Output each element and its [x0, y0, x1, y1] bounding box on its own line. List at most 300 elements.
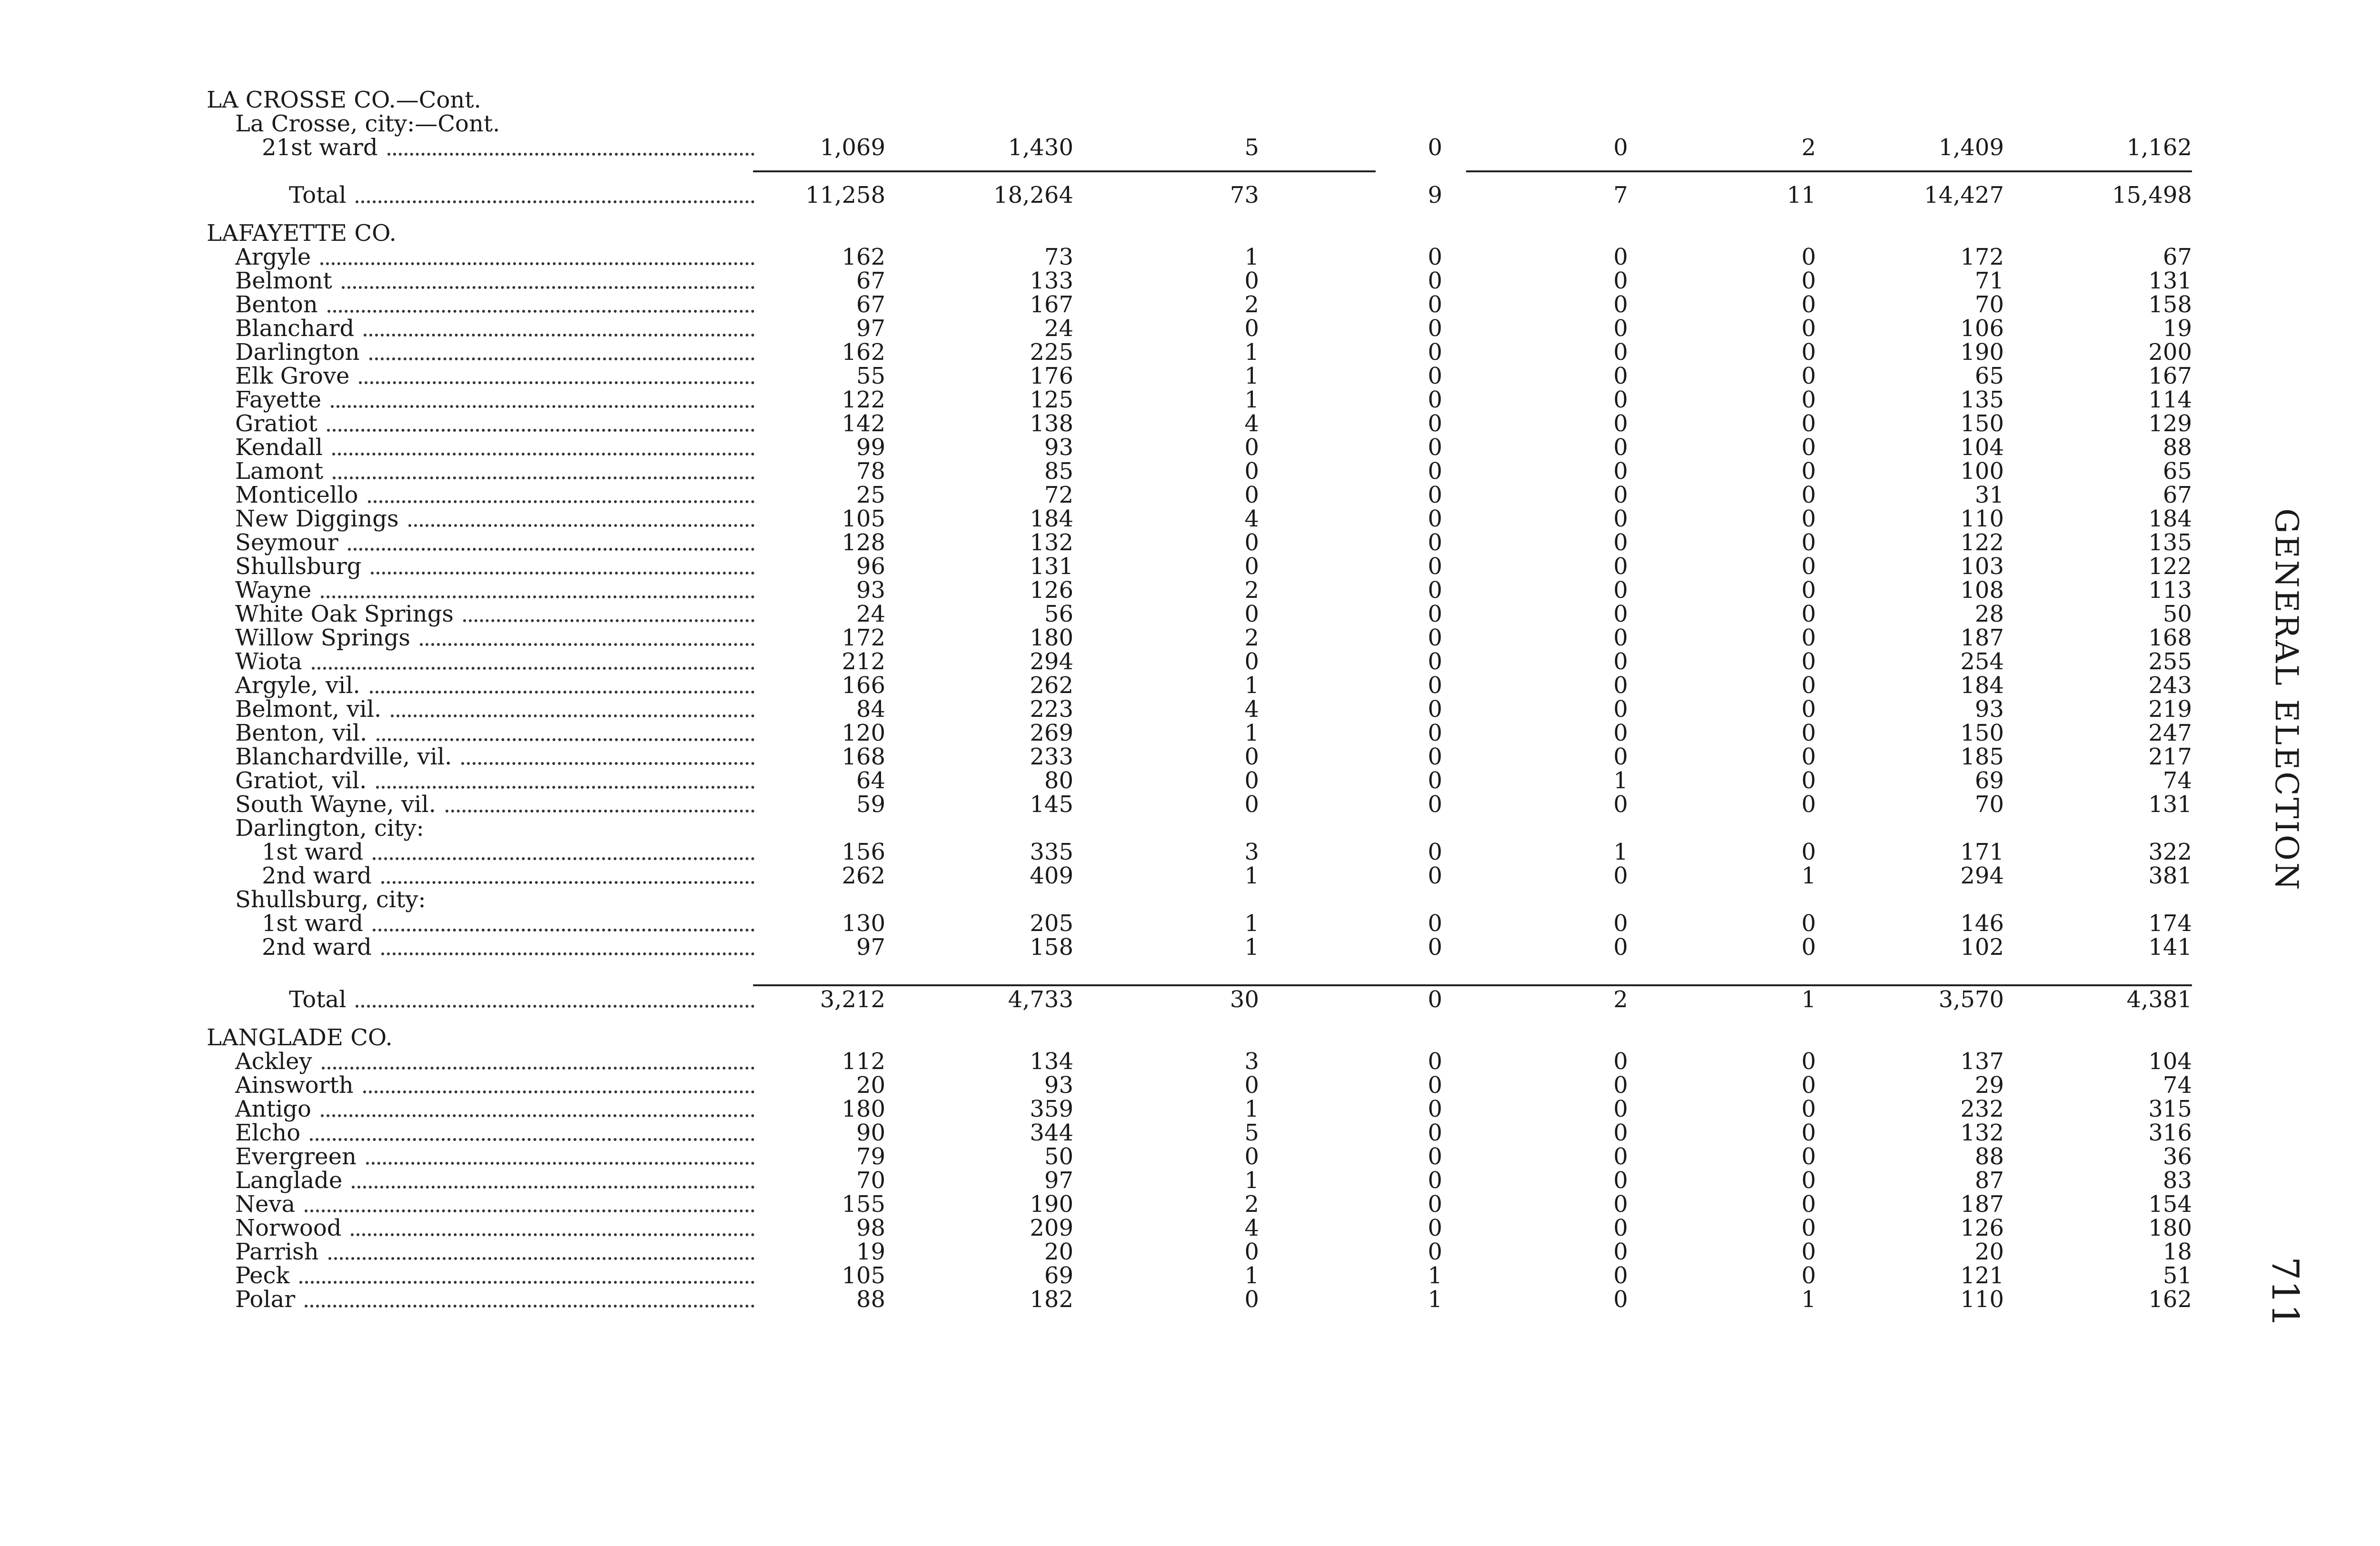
row-label-evergreen: Evergreen: [235, 1143, 357, 1170]
cell-col-8: 74: [2162, 1072, 2192, 1099]
cell-col-5: 0: [1613, 720, 1628, 746]
table-row: [0, 1050, 2380, 1073]
cell-col-6: 0: [1801, 458, 1816, 485]
cell-col-2: 176: [1030, 363, 1073, 389]
cell-col-5: 0: [1613, 862, 1628, 889]
cell-col-2: 73: [1044, 244, 1073, 270]
cell-col-2: 93: [1044, 434, 1073, 461]
row-label-parrish: Parrish: [235, 1239, 319, 1265]
cell-col-4: 0: [1428, 767, 1442, 794]
cell-col-5: 0: [1613, 529, 1628, 556]
cell-col-5: 0: [1613, 672, 1628, 699]
cell-col-2: 20: [1044, 1239, 1073, 1265]
cell-col-4: 0: [1428, 1096, 1442, 1122]
cell-col-4: 1: [1428, 1286, 1442, 1313]
cell-col-4: 0: [1428, 363, 1442, 389]
cell-col-2: 344: [1030, 1120, 1073, 1146]
row-label-elcho: Elcho: [235, 1120, 301, 1146]
table-row: [0, 602, 2380, 626]
cell-col-5: 0: [1613, 1096, 1628, 1122]
dot-leader: [310, 1138, 754, 1141]
cell-col-8: 162: [2148, 1286, 2192, 1313]
cell-col-2: 18,264: [993, 182, 1073, 208]
table-row: [0, 745, 2380, 769]
row-label-argyle-vil: Argyle, vil.: [235, 672, 360, 699]
cell-col-3: 1: [1244, 339, 1259, 366]
cell-col-5: 0: [1613, 934, 1628, 961]
cell-col-4: 0: [1428, 1191, 1442, 1218]
cell-col-6: 0: [1801, 553, 1816, 580]
cell-col-3: 3: [1244, 1048, 1259, 1075]
cell-col-2: 56: [1044, 601, 1073, 627]
dot-leader: [446, 810, 754, 813]
cell-col-7: 3,570: [1938, 986, 2004, 1013]
cell-col-3: 4: [1244, 696, 1259, 723]
cell-col-3: 5: [1244, 134, 1259, 161]
cell-col-1: 120: [842, 720, 885, 746]
cell-col-4: 9: [1428, 182, 1442, 208]
cell-col-2: 1,430: [1008, 134, 1073, 161]
table-row: [0, 1121, 2380, 1145]
cell-col-5: 0: [1613, 291, 1628, 318]
cell-col-1: 96: [856, 553, 885, 580]
row-label-kendall: Kendall: [235, 434, 323, 461]
cell-col-2: 134: [1030, 1048, 1073, 1075]
dot-leader: [333, 476, 754, 479]
cell-col-5: 0: [1613, 363, 1628, 389]
row-label-gratiot: Gratiot: [235, 410, 317, 437]
cell-col-8: 315: [2148, 1096, 2192, 1122]
cell-col-2: 167: [1030, 291, 1073, 318]
cell-col-8: 158: [2148, 291, 2192, 318]
dot-leader: [373, 929, 754, 932]
cell-col-2: 158: [1030, 934, 1073, 961]
dot-leader: [328, 1257, 754, 1260]
cell-col-3: 4: [1244, 410, 1259, 437]
cell-col-7: 121: [1960, 1262, 2004, 1289]
cell-col-4: 0: [1428, 553, 1442, 580]
cell-col-6: 0: [1801, 244, 1816, 270]
cell-col-2: 69: [1044, 1262, 1073, 1289]
cell-col-7: 254: [1960, 648, 2004, 675]
row-label-elk-grove: Elk Grove: [235, 363, 350, 389]
dot-leader: [366, 1162, 754, 1165]
cell-col-7: 70: [1974, 291, 2004, 318]
row-label-peck: Peck: [235, 1262, 290, 1289]
cell-col-6: 0: [1801, 767, 1816, 794]
cell-col-1: 180: [842, 1096, 885, 1122]
cell-col-5: 0: [1613, 648, 1628, 675]
row-label-2nd-ward: 2nd ward: [262, 934, 372, 961]
cell-col-3: 0: [1244, 268, 1259, 294]
cell-col-5: 0: [1613, 505, 1628, 532]
cell-col-4: 0: [1428, 505, 1442, 532]
cell-col-1: 172: [842, 624, 885, 651]
table-row: [0, 245, 2380, 269]
cell-col-2: 24: [1044, 315, 1073, 342]
cell-col-8: 19: [2162, 315, 2192, 342]
cell-col-7: 71: [1974, 268, 2004, 294]
cell-col-2: 269: [1030, 720, 1073, 746]
dot-leader: [370, 691, 754, 694]
cell-col-3: 4: [1244, 505, 1259, 532]
table-row: [0, 317, 2380, 340]
cell-col-5: 0: [1613, 624, 1628, 651]
cell-col-7: 31: [1974, 482, 2004, 508]
dot-leader: [321, 595, 754, 598]
cell-col-4: 0: [1428, 1120, 1442, 1146]
cell-col-5: 0: [1613, 1072, 1628, 1099]
cell-col-5: 0: [1613, 134, 1628, 161]
cell-col-3: 1: [1244, 1096, 1259, 1122]
cell-col-4: 0: [1428, 934, 1442, 961]
cell-col-8: 243: [2148, 672, 2192, 699]
cell-col-4: 0: [1428, 696, 1442, 723]
row-label-benton-vil: Benton, vil.: [235, 720, 367, 746]
cell-col-1: 99: [856, 434, 885, 461]
dot-leader: [387, 153, 754, 156]
table-row: [0, 459, 2380, 483]
cell-col-1: 155: [842, 1191, 885, 1218]
table-row: [0, 1026, 2380, 1050]
table-row: [0, 1073, 2380, 1097]
cell-col-7: 232: [1960, 1096, 2004, 1122]
cell-col-7: 150: [1960, 720, 2004, 746]
row-label-monticello: Monticello: [235, 482, 358, 508]
cell-col-2: 294: [1030, 648, 1073, 675]
cell-col-2: 180: [1030, 624, 1073, 651]
dot-leader: [322, 1067, 754, 1070]
cell-col-3: 0: [1244, 553, 1259, 580]
cell-col-6: 0: [1801, 1143, 1816, 1170]
cell-col-5: 0: [1613, 434, 1628, 461]
dot-leader: [463, 619, 754, 622]
cell-col-6: 1: [1801, 1286, 1816, 1313]
cell-col-3: 30: [1230, 986, 1259, 1013]
table-row: [0, 864, 2380, 888]
cell-col-1: 25: [856, 482, 885, 508]
cell-col-6: 0: [1801, 410, 1816, 437]
cell-col-1: 67: [856, 268, 885, 294]
cell-col-3: 5: [1244, 1120, 1259, 1146]
cell-col-2: 80: [1044, 767, 1073, 794]
cell-col-2: 93: [1044, 1072, 1073, 1099]
table-row: [0, 412, 2380, 436]
cell-col-8: 129: [2148, 410, 2192, 437]
cell-col-8: 167: [2148, 363, 2192, 389]
dot-leader: [377, 738, 754, 741]
table-row: [0, 88, 2380, 112]
table-row: [0, 388, 2380, 412]
cell-col-2: 182: [1030, 1286, 1073, 1313]
cell-col-3: 0: [1244, 458, 1259, 485]
cell-col-6: 0: [1801, 339, 1816, 366]
row-label-antigo: Antigo: [235, 1096, 311, 1122]
cell-col-1: 97: [856, 934, 885, 961]
table-row: [0, 112, 2380, 136]
cell-col-6: 0: [1801, 791, 1816, 818]
cell-col-1: 64: [856, 767, 885, 794]
row-label-1st-ward: 1st ward: [262, 839, 364, 865]
cell-col-4: 0: [1428, 986, 1442, 1013]
cell-col-2: 209: [1030, 1215, 1073, 1241]
cell-col-3: 0: [1244, 791, 1259, 818]
dot-leader: [363, 1090, 754, 1093]
row-label-south-wayne-vil: South Wayne, vil.: [235, 791, 436, 818]
cell-col-3: 0: [1244, 767, 1259, 794]
cell-col-5: 0: [1613, 244, 1628, 270]
total-rule-line: [753, 984, 2192, 986]
table-row: [0, 816, 2380, 840]
cell-col-4: 0: [1428, 672, 1442, 699]
row-label-gratiot-vil: Gratiot, vil.: [235, 767, 367, 794]
cell-col-8: 154: [2148, 1191, 2192, 1218]
row-label-polar: Polar: [235, 1286, 296, 1313]
cell-col-8: 200: [2148, 339, 2192, 366]
cell-col-4: 0: [1428, 1239, 1442, 1265]
cell-col-7: 150: [1960, 410, 2004, 437]
cell-col-8: 135: [2148, 529, 2192, 556]
cell-col-4: 0: [1428, 1167, 1442, 1194]
table-row: [0, 840, 2380, 864]
cell-col-8: 247: [2148, 720, 2192, 746]
cell-col-7: 65: [1974, 363, 2004, 389]
cell-col-2: 125: [1030, 386, 1073, 413]
cell-col-7: 20: [1974, 1239, 2004, 1265]
table-row: [0, 888, 2380, 912]
cell-col-7: 187: [1960, 1191, 2004, 1218]
cell-col-3: 0: [1244, 648, 1259, 675]
cell-col-6: 0: [1801, 672, 1816, 699]
cell-col-5: 0: [1613, 1286, 1628, 1313]
row-label-1st-ward: 1st ward: [262, 910, 364, 937]
dot-leader: [381, 952, 754, 955]
row-label-fayette: Fayette: [235, 386, 322, 413]
cell-col-6: 11: [1786, 182, 1816, 208]
cell-col-2: 205: [1030, 910, 1073, 937]
cell-col-7: 126: [1960, 1215, 2004, 1241]
cell-col-8: 217: [2148, 743, 2192, 770]
cell-col-3: 2: [1244, 624, 1259, 651]
table-row: [0, 293, 2380, 317]
cell-col-3: 0: [1244, 315, 1259, 342]
cell-col-6: 0: [1801, 839, 1816, 865]
row-label-shullsburg-city: Shullsburg, city:: [235, 886, 426, 913]
cell-col-1: 59: [856, 791, 885, 818]
cell-col-5: 0: [1613, 910, 1628, 937]
cell-col-5: 7: [1613, 182, 1628, 208]
cell-col-3: 0: [1244, 601, 1259, 627]
cell-col-4: 0: [1428, 1215, 1442, 1241]
dot-leader: [348, 548, 754, 551]
cell-col-5: 0: [1613, 458, 1628, 485]
cell-col-3: 0: [1244, 529, 1259, 556]
cell-col-8: 113: [2148, 577, 2192, 604]
cell-col-1: 84: [856, 696, 885, 723]
cell-col-1: 212: [842, 648, 885, 675]
cell-col-4: 0: [1428, 1143, 1442, 1170]
cell-col-1: 262: [842, 862, 885, 889]
cell-col-6: 0: [1801, 1167, 1816, 1194]
cell-col-8: 131: [2148, 268, 2192, 294]
cell-col-7: 100: [1960, 458, 2004, 485]
cell-col-7: 171: [1960, 839, 2004, 865]
cell-col-3: 0: [1244, 434, 1259, 461]
cell-col-7: 122: [1960, 529, 2004, 556]
row-label-langlade: Langlade: [235, 1167, 343, 1194]
row-label-langlade-co: LANGLADE CO.: [207, 1024, 393, 1051]
cell-col-1: 67: [856, 291, 885, 318]
row-label-blanchardville-vil: Blanchardville, vil.: [235, 743, 452, 770]
cell-col-6: 0: [1801, 1120, 1816, 1146]
cell-col-8: 1,162: [2126, 134, 2192, 161]
cell-col-6: 0: [1801, 363, 1816, 389]
cell-col-7: 190: [1960, 339, 2004, 366]
table-row: [0, 1288, 2380, 1311]
cell-col-7: 29: [1974, 1072, 2004, 1099]
cell-col-8: 180: [2148, 1215, 2192, 1241]
cell-col-3: 1: [1244, 720, 1259, 746]
cell-col-1: 128: [842, 529, 885, 556]
cell-col-1: 11,258: [805, 182, 885, 208]
cell-col-2: 132: [1030, 529, 1073, 556]
cell-col-5: 0: [1613, 1262, 1628, 1289]
cell-col-7: 28: [1974, 601, 2004, 627]
cell-col-4: 0: [1428, 1072, 1442, 1099]
cell-col-5: 0: [1613, 1143, 1628, 1170]
cell-col-6: 0: [1801, 1215, 1816, 1241]
cell-col-8: 67: [2162, 244, 2192, 270]
cell-col-6: 0: [1801, 934, 1816, 961]
cell-col-8: 104: [2148, 1048, 2192, 1075]
cell-col-6: 0: [1801, 268, 1816, 294]
cell-col-4: 0: [1428, 482, 1442, 508]
dot-leader: [305, 1305, 754, 1308]
cell-col-6: 0: [1801, 1191, 1816, 1218]
cell-col-4: 0: [1428, 410, 1442, 437]
dot-leader: [368, 500, 754, 503]
cell-col-4: 0: [1428, 743, 1442, 770]
cell-col-3: 1: [1244, 1262, 1259, 1289]
table-row: [0, 626, 2380, 650]
cell-col-1: 162: [842, 339, 885, 366]
cell-col-1: 166: [842, 672, 885, 699]
cell-col-2: 184: [1030, 505, 1073, 532]
dot-leader: [369, 357, 754, 360]
cell-col-8: 141: [2148, 934, 2192, 961]
cell-col-5: 1: [1613, 767, 1628, 794]
cell-col-6: 0: [1801, 1096, 1816, 1122]
cell-col-6: 0: [1801, 720, 1816, 746]
dot-leader: [376, 786, 754, 789]
cell-col-3: 4: [1244, 1215, 1259, 1241]
table-row: [0, 183, 2380, 207]
cell-col-1: 79: [856, 1143, 885, 1170]
cell-col-5: 0: [1613, 601, 1628, 627]
cell-col-5: 0: [1613, 743, 1628, 770]
cell-col-2: 133: [1030, 268, 1073, 294]
cell-col-8: 51: [2162, 1262, 2192, 1289]
cell-col-7: 102: [1960, 934, 2004, 961]
dot-leader: [299, 1281, 754, 1284]
table-row: [0, 578, 2380, 602]
cell-col-5: 0: [1613, 1239, 1628, 1265]
cell-col-8: 15,498: [2112, 182, 2192, 208]
cell-col-3: 1: [1244, 386, 1259, 413]
cell-col-5: 0: [1613, 315, 1628, 342]
cell-col-1: 19: [856, 1239, 885, 1265]
dot-leader: [327, 310, 754, 313]
cell-col-7: 172: [1960, 244, 2004, 270]
row-label-shullsburg: Shullsburg: [235, 553, 362, 580]
table-row: [0, 1240, 2380, 1264]
cell-col-6: 0: [1801, 315, 1816, 342]
row-label-blanchard: Blanchard: [235, 315, 355, 342]
cell-col-2: 225: [1030, 339, 1073, 366]
cell-col-5: 0: [1613, 577, 1628, 604]
row-label-la-crosse-city-cont: La Crosse, city:—Cont.: [235, 110, 500, 137]
cell-col-4: 0: [1428, 601, 1442, 627]
cell-col-7: 69: [1974, 767, 2004, 794]
cell-col-5: 0: [1613, 1215, 1628, 1241]
table-row: [0, 721, 2380, 745]
row-label-lafayette-co: LAFAYETTE CO.: [207, 220, 397, 247]
cell-col-3: 0: [1244, 1072, 1259, 1099]
cell-col-4: 0: [1428, 268, 1442, 294]
cell-col-8: 65: [2162, 458, 2192, 485]
side-title: GENERAL ELECTION: [2268, 508, 2305, 892]
cell-col-1: 3,212: [820, 986, 885, 1013]
cell-col-2: 223: [1030, 696, 1073, 723]
cell-col-7: 184: [1960, 672, 2004, 699]
table-row: [0, 697, 2380, 721]
cell-col-4: 0: [1428, 134, 1442, 161]
cell-col-8: 131: [2148, 791, 2192, 818]
table-row: [0, 769, 2380, 793]
page-number: 711: [2263, 1257, 2306, 1328]
cell-col-4: 0: [1428, 291, 1442, 318]
dot-leader: [373, 857, 754, 860]
cell-col-5: 0: [1613, 482, 1628, 508]
cell-col-3: 1: [1244, 363, 1259, 389]
cell-col-4: 0: [1428, 791, 1442, 818]
cell-col-6: 0: [1801, 743, 1816, 770]
cell-col-3: 2: [1244, 291, 1259, 318]
cell-col-4: 0: [1428, 458, 1442, 485]
cell-col-8: 168: [2148, 624, 2192, 651]
cell-col-2: 190: [1030, 1191, 1073, 1218]
cell-col-1: 105: [842, 505, 885, 532]
cell-col-3: 1: [1244, 1167, 1259, 1194]
table-row: [0, 436, 2380, 459]
cell-col-4: 0: [1428, 315, 1442, 342]
cell-col-6: 0: [1801, 1072, 1816, 1099]
cell-col-5: 0: [1613, 1191, 1628, 1218]
row-label-argyle: Argyle: [235, 244, 311, 270]
table-row: [0, 136, 2380, 159]
cell-col-6: 0: [1801, 1048, 1816, 1075]
row-label-neva: Neva: [235, 1191, 296, 1218]
cell-col-3: 0: [1244, 1239, 1259, 1265]
cell-col-8: 88: [2162, 434, 2192, 461]
cell-col-1: 55: [856, 363, 885, 389]
cell-col-6: 0: [1801, 529, 1816, 556]
row-label-willow-springs: Willow Springs: [235, 624, 410, 651]
cell-col-3: 0: [1244, 482, 1259, 508]
cell-col-6: 0: [1801, 1262, 1816, 1289]
cell-col-7: 146: [1960, 910, 2004, 937]
dot-leader: [331, 405, 754, 408]
